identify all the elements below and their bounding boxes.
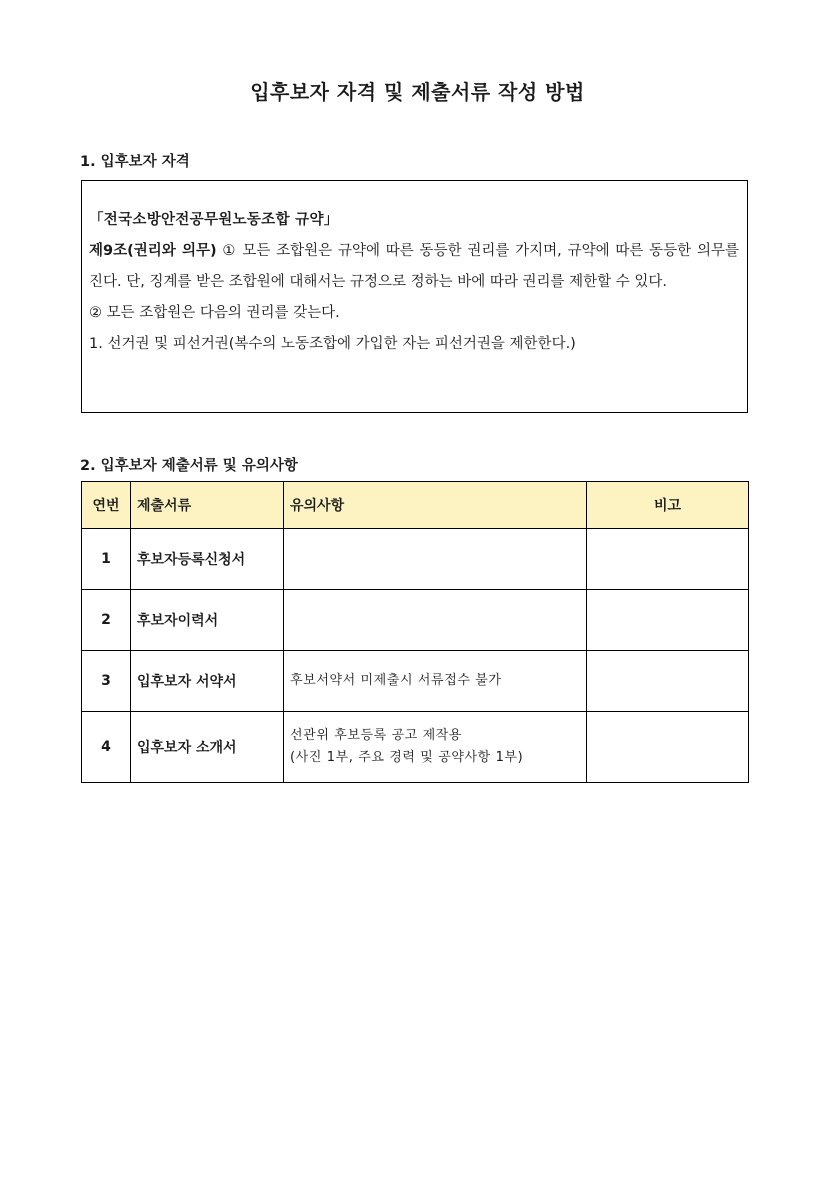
row-notes-line-2: (사진 1부, 주요 경력 및 공약사항 1부) [290, 750, 524, 765]
article-heading: 제9조(권리와 의무) [89, 243, 217, 259]
row-notes-line-1: 선관위 후보등록 공고 제작용 [290, 728, 463, 743]
table-header-row [82, 482, 749, 529]
row-number: 4 [82, 712, 131, 783]
table-row [82, 529, 749, 590]
row-notes [284, 651, 587, 712]
section-heading-documents: 2. 입후보자 제출서류 및 유의사항 [80, 458, 298, 474]
row-number: 3 [82, 651, 131, 712]
row-remarks [587, 712, 749, 783]
article-paragraph [89, 236, 739, 298]
section-heading-qualification: 1. 입후보자 자격 [80, 154, 190, 170]
regulation-title: 「전국소방안전공무원노동조합 규약」 [89, 212, 339, 228]
row-remarks [587, 651, 749, 712]
table-row [82, 590, 749, 651]
row-notes [284, 712, 587, 783]
row-number: 2 [82, 590, 131, 651]
row-notes [284, 529, 587, 590]
row-document: 후보자이력서 [131, 590, 284, 651]
row-remarks [587, 529, 749, 590]
article-clause-2-item-1: 1. 선거권 및 피선거권(복수의 노동조합에 가입한 자는 피선거권을 제한한다.) [89, 336, 576, 352]
table-row [82, 712, 749, 783]
document-title: 입후보자 자격 및 제출서류 작성 방법 [250, 80, 585, 104]
table-row [82, 651, 749, 712]
documents-table [81, 481, 749, 783]
row-document: 입후보자 서약서 [131, 651, 284, 712]
row-notes [284, 590, 587, 651]
regulation-box [81, 180, 748, 413]
column-header-remarks: 비고 [587, 482, 749, 529]
article-body: ① 모든 조합원은 규약에 따른 동등한 권리를 가지며, 규약에 따른 동등한 의무를 진다. 단, 징계를 받은 조합원에 대해서는 규정으로 정하는 바에 따라 권리를 제한할 수 있다. [89, 243, 739, 290]
row-remarks [587, 590, 749, 651]
row-notes-line-1: 후보서약서 미제출시 서류접수 불가 [290, 673, 502, 688]
article-clause-2: ② 모든 조합원은 다음의 권리를 갖는다. [89, 305, 340, 321]
row-number: 1 [82, 529, 131, 590]
row-document: 후보자등록신청서 [131, 529, 284, 590]
column-header-document: 제출서류 [131, 482, 284, 529]
column-header-number: 연번 [82, 482, 131, 529]
row-document: 입후보자 소개서 [131, 712, 284, 783]
column-header-notes: 유의사항 [284, 482, 587, 529]
